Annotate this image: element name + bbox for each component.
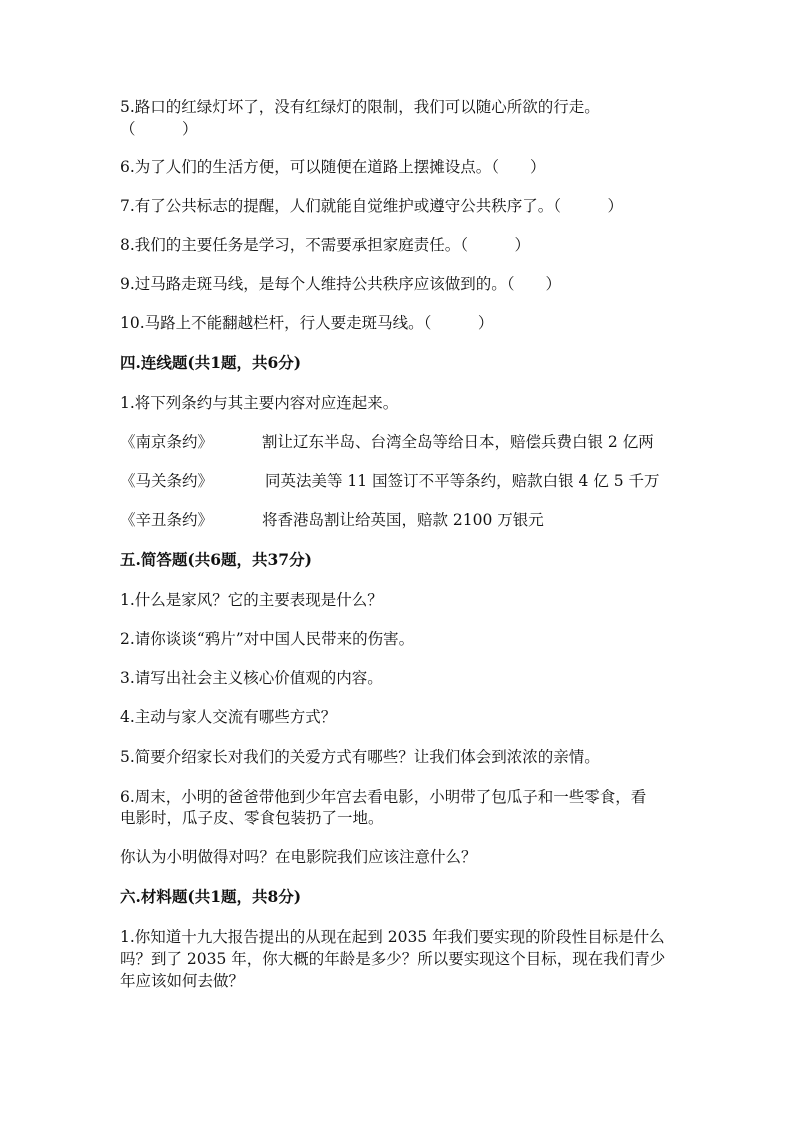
- section-5-question-6-line-2: 电影时，瓜子皮、零食包装扔了一地。: [120, 809, 384, 827]
- section-5-question-6-line-1: 6.周末，小明的爸爸带他到少年宫去看电影，小明带了包瓜子和一些零食，看: [120, 788, 647, 806]
- section-6-question-1-line-2: 吗？到了 2035 年，你大概的年龄是多少？所以要实现这个目标，现在我们青少: [120, 950, 666, 968]
- section-5-title: 五.简答题(共6题，共37分): [120, 550, 312, 569]
- treaty-maguan: 《马关条约》: [120, 472, 214, 490]
- question-9: 9.过马路走斑马线，是每个人维持公共秩序应该做到的。（ ）: [120, 275, 562, 293]
- treaty-content-1: 割让辽东半岛、台湾全岛等给日本，赔偿兵费白银 2 亿两: [262, 433, 654, 451]
- section-5-question-5: 5.简要介绍家长对我们的关爱方式有哪些？让我们体会到浓浓的亲情。: [120, 748, 600, 766]
- question-6: 6.为了人们的生活方便，可以随便在道路上摆摊设点。（ ）: [120, 158, 546, 176]
- treaty-xinchou: 《辛丑条约》: [120, 511, 214, 529]
- section-6-question-1-line-1: 1.你知道十九大报告提出的从现在起到 2035 年我们要实现的阶段性目标是什么: [120, 928, 665, 946]
- section-5-question-4: 4.主动与家人交流有哪些方式？: [120, 708, 337, 726]
- section-5-question-3: 3.请写出社会主义核心价值观的内容。: [120, 669, 383, 687]
- section-5-question-2: 2.请你谈谈“鸦片”对中国人民带来的伤害。: [120, 630, 415, 648]
- question-5: 5.路口的红绿灯坏了，没有红绿灯的限制，我们可以随心所欲的行走。: [120, 98, 600, 116]
- question-5-answer-blank: （ ）: [120, 120, 198, 138]
- treaty-content-3: 将香港岛割让给英国，赔款 2100 万银元: [262, 511, 544, 529]
- treaty-nanjing: 《南京条约》: [120, 433, 214, 451]
- question-10: 10.马路上不能翻越栏杆，行人要走斑马线。（ ）: [120, 314, 494, 332]
- section-4-question-1: 1.将下列条约与其主要内容对应连起来。: [120, 394, 399, 412]
- section-5-question-6-line-3: 你认为小明做得对吗？在电影院我们应该注意什么？: [120, 848, 477, 866]
- section-6-question-1-line-3: 年应该如何去做？: [120, 972, 245, 990]
- question-7: 7.有了公共标志的提醒，人们就能自觉维护或遵守公共秩序了。（ ）: [120, 197, 624, 215]
- section-6-title: 六.材料题(共1题，共8分): [120, 887, 302, 906]
- treaty-content-2: 同英法美等 11 国签订不平等条约，赔款白银 4 亿 5 千万: [265, 472, 660, 490]
- section-4-title: 四.连线题(共1题，共6分): [120, 353, 302, 372]
- question-8: 8.我们的主要任务是学习，不需要承担家庭责任。（ ）: [120, 236, 531, 254]
- section-5-question-1: 1.什么是家风？它的主要表现是什么？: [120, 591, 383, 609]
